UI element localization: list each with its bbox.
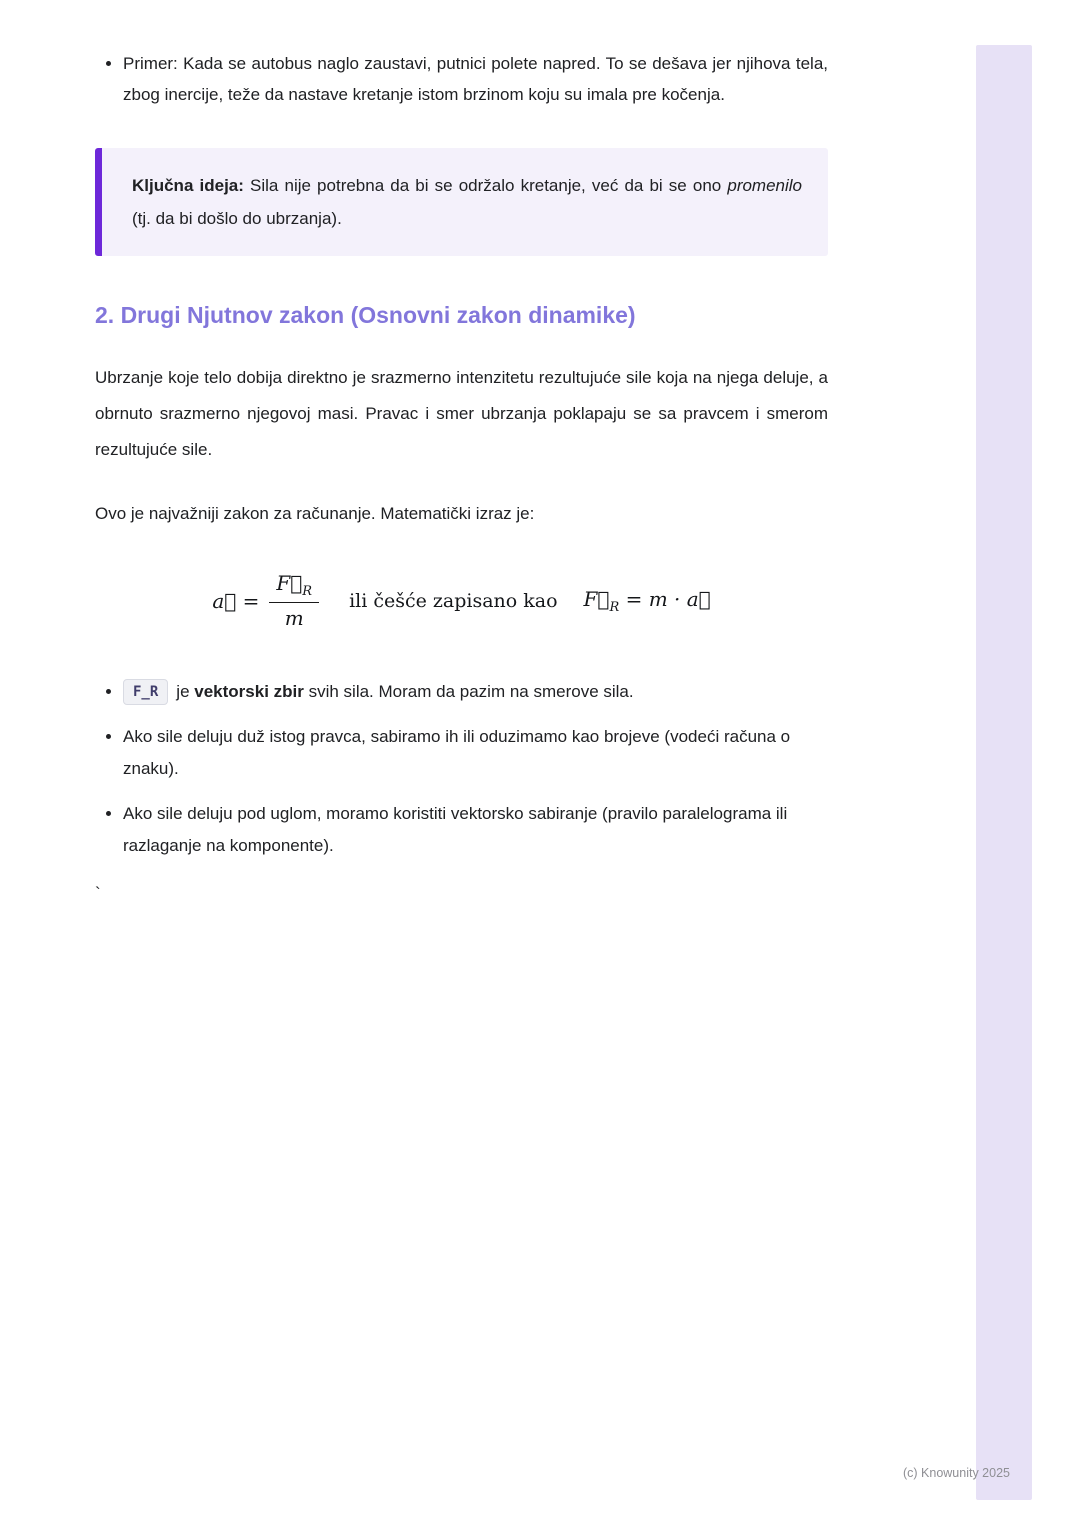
- formula-force-vector: F⃗: [276, 571, 303, 595]
- formula-connector-text: ili češće zapisano kao: [349, 589, 558, 612]
- bullet-same-direction: • Ako sile deluju duž istog pravca, sabiramo ih ili oduzimamo kao brojeve (vodeći računa o znaku).: [123, 721, 828, 785]
- formula-force-subscript: R: [302, 584, 313, 599]
- copyright-footer: (c) Knowunity 2025: [902, 1466, 1010, 1480]
- intro-bullet-item: • Primer: Kada se autobus naglo zaustavi, putnici polete napred. To se dešava jer njihova tela, zbog inercije, teže da nastave kretanje istom brzinom koju su imala pre kočenja.: [123, 48, 828, 110]
- formula-denominator-mass: m: [284, 606, 304, 630]
- callout-text-after: (tj. da bi došlo do ubrzanja).: [132, 209, 342, 228]
- section-heading-second-law: 2. Drugi Njutnov zakon (Osnovni zakon dinamike): [95, 302, 636, 328]
- formula-rhs-force-vector: F⃗: [583, 586, 610, 611]
- callout-label: Ključna ideja:: [132, 176, 244, 195]
- formula-rhs-rest: = m · a⃗: [619, 586, 711, 611]
- right-margin-strip: [976, 45, 1032, 1500]
- formula-rhs-subscript: R: [609, 599, 620, 615]
- intro-bullet-list: [95, 48, 828, 110]
- formula-fraction: [269, 571, 319, 630]
- callout-italic-word: promenilo: [727, 176, 803, 195]
- formula-numerator: [269, 571, 319, 603]
- bullet-fr-bold-text: vektorski zbir: [194, 682, 304, 701]
- paragraph-law-statement: Ubrzanje koje telo dobija direktno je srazmerno intenzitetu rezultujuće sile koja na njega deluje, a obrnuto srazmerno njegovoj masi. Pravac i smer ubrzanja poklapaju se sa pravcem i smerom rezultujuće sile.: [95, 368, 828, 459]
- stray-backtick-character: `: [95, 884, 101, 903]
- bullet-angled-forces: • Ako sile deluju pod uglom, moramo koristiti vektorsko sabiranje (pravilo paralelograma ili razlaganje na komponente).: [123, 798, 828, 862]
- paragraph-formula-intro: Ovo je najvažniji zakon za računanje. Matematički izraz je:: [95, 504, 535, 523]
- formula-a-vec: a⃗: [212, 588, 243, 613]
- bullet-fr-pre-text: je: [176, 682, 195, 701]
- explanation-bullet-list: [95, 676, 828, 862]
- fr-code-badge: F_R: [123, 679, 168, 705]
- bullet-fr-post-text: svih sila. Moram da pazim na smerove sila.: [303, 682, 634, 701]
- content-column: [95, 48, 828, 909]
- callout-text: [132, 169, 802, 235]
- bullet-resultant-force: [123, 676, 828, 708]
- formula-equals-sign: =: [242, 588, 260, 613]
- formula-block: [95, 571, 828, 630]
- formula-rhs-equation: [584, 587, 711, 615]
- formula-lhs-a-vector: [212, 589, 259, 613]
- callout-text-before: Sila nije potrebna da bi se održalo kretanje, već da bi se ono: [243, 176, 728, 195]
- key-idea-callout: [95, 148, 828, 256]
